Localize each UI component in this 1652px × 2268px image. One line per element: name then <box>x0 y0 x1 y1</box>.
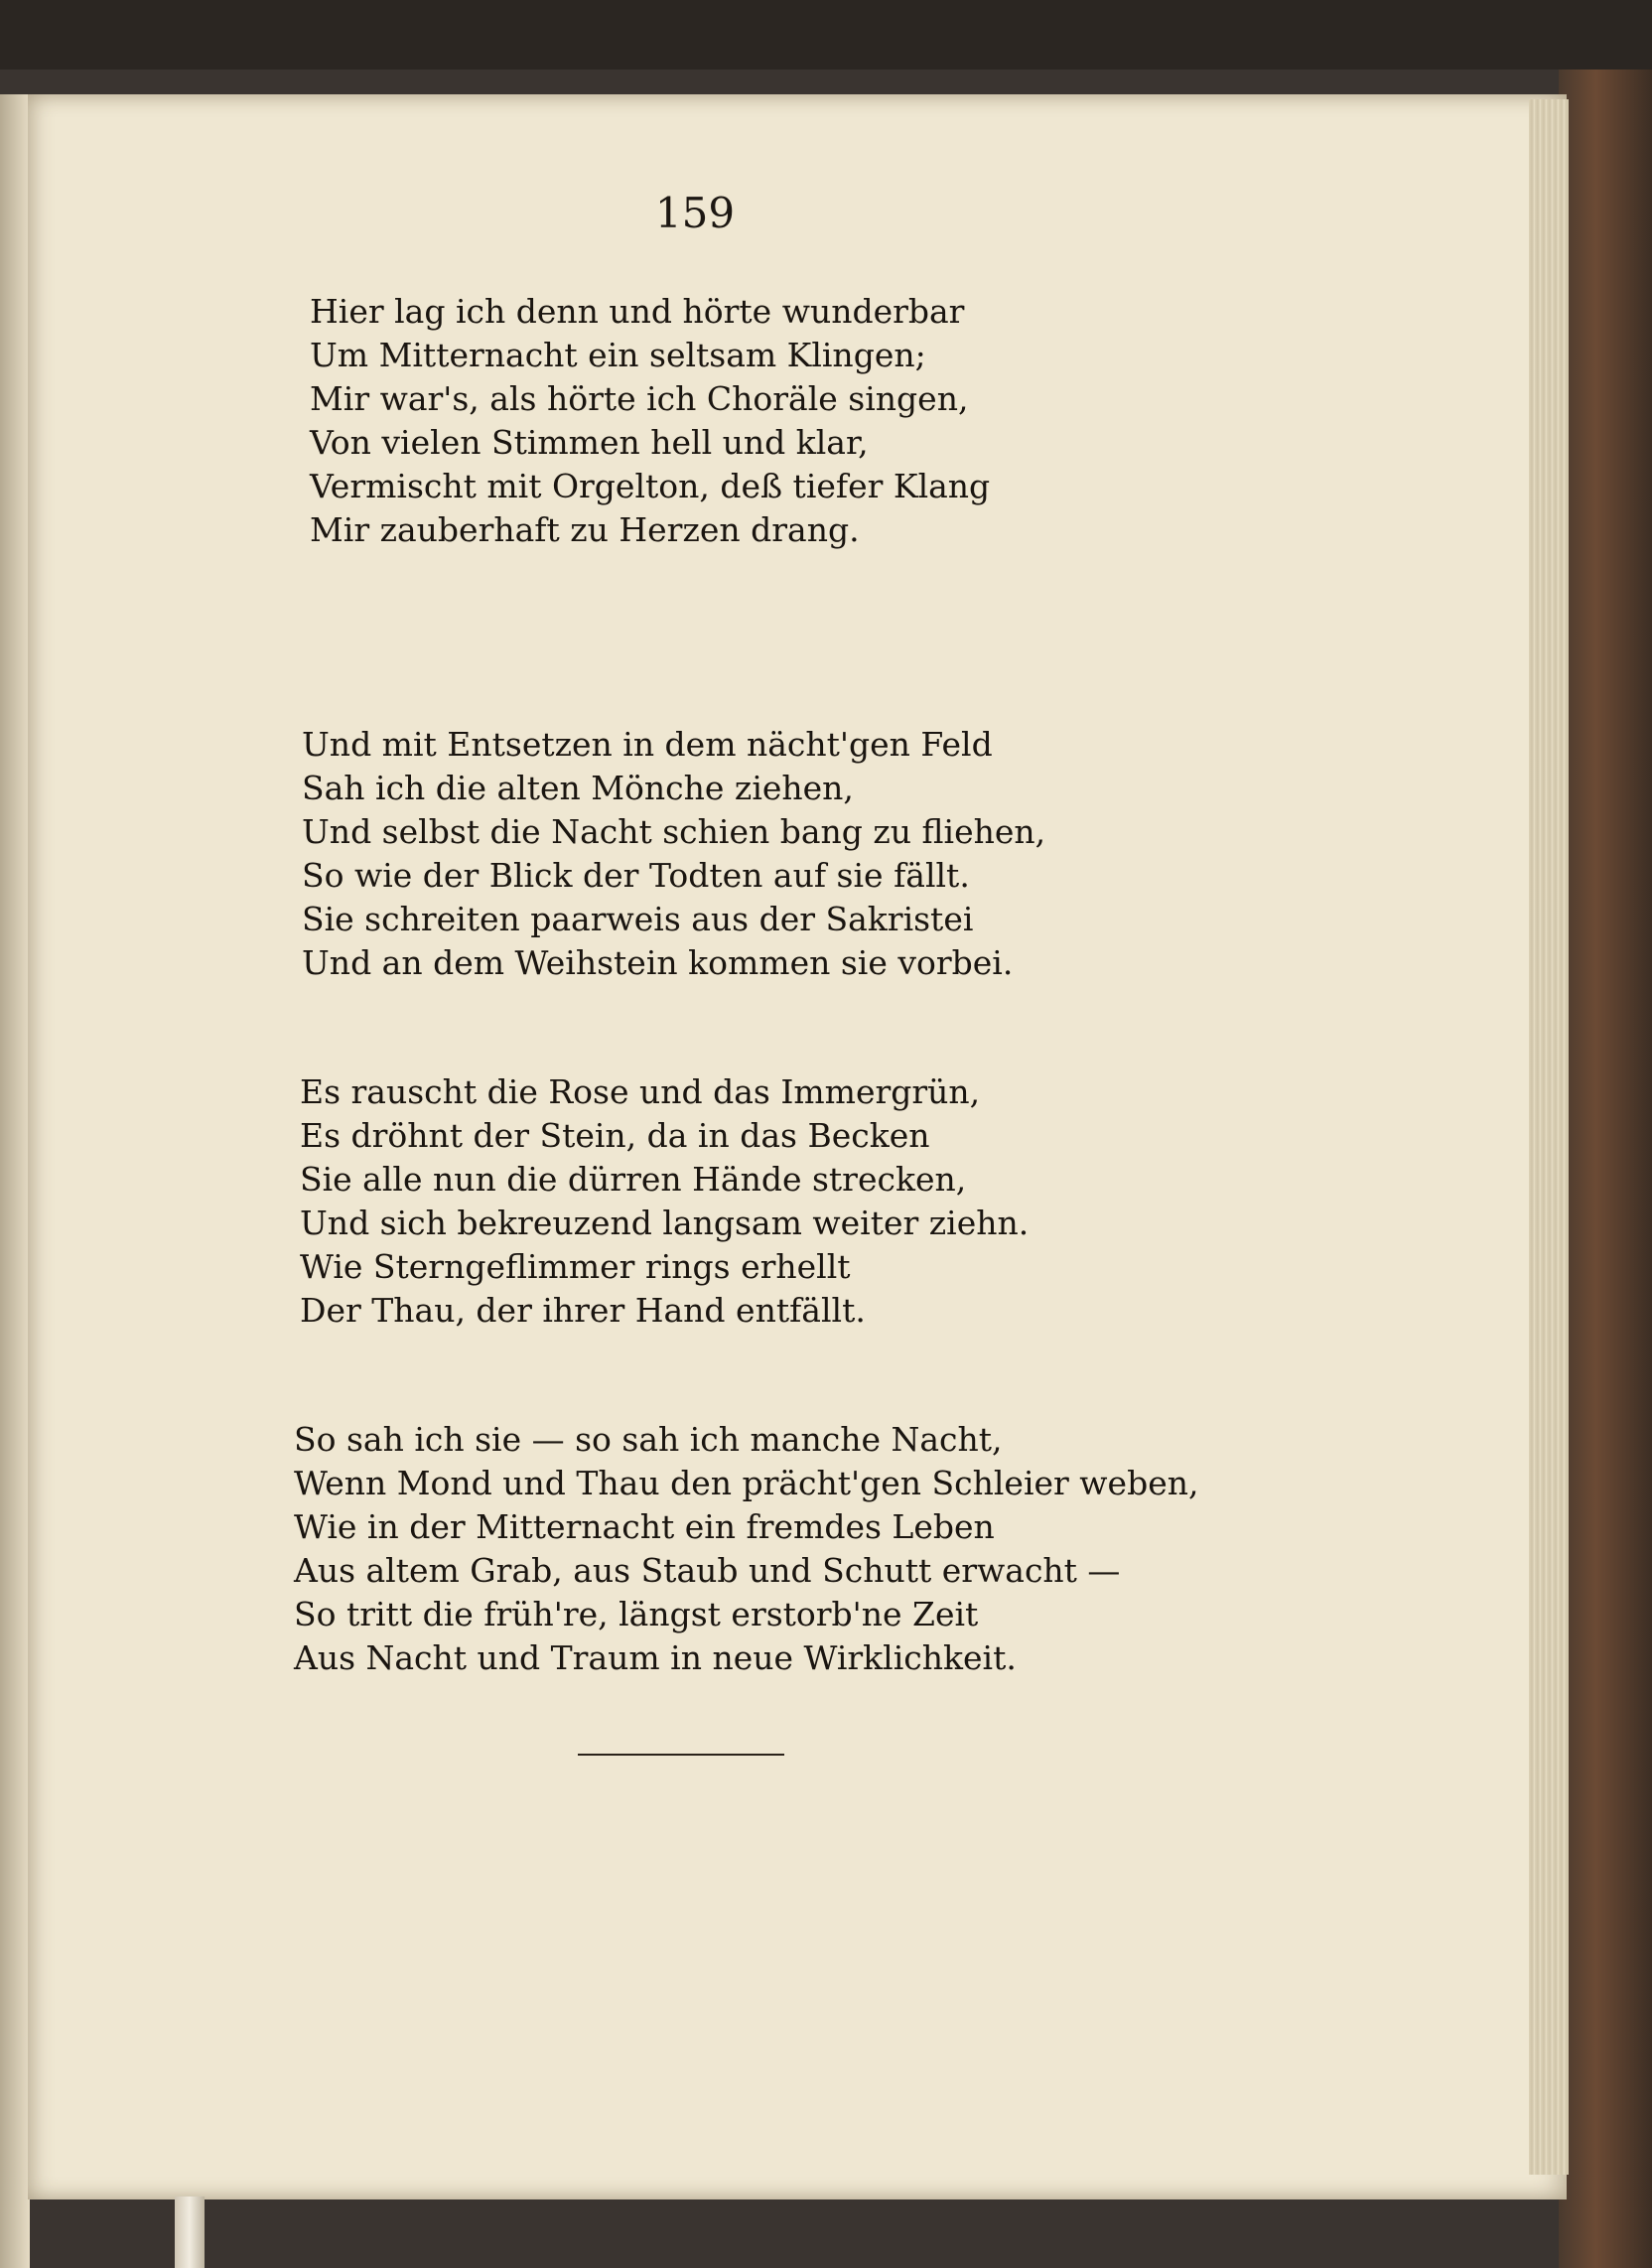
bookmark-ribbon <box>175 2197 205 2268</box>
poem-line: So tritt die früh're, längst erstorb'ne Zeit <box>294 1595 979 1633</box>
poem-line: Und mit Entsetzen in dem nächt'gen Feld <box>302 725 993 764</box>
poem-line: Und sich bekreuzend langsam weiter ziehn. <box>300 1204 1030 1242</box>
poem-line: Sie alle nun die dürren Hände strecken, <box>300 1160 967 1199</box>
poem-line: Und selbst die Nacht schien bang zu fliehen, <box>302 812 1046 851</box>
left-page-edge <box>0 94 30 2268</box>
stanza <box>310 290 990 552</box>
poem-line: Sie schreiten paarweis aus der Sakristei <box>302 900 974 938</box>
poem-line: Wenn Mond und Thau den prächt'gen Schleier weben, <box>294 1464 1199 1502</box>
poem-line: Der Thau, der ihrer Hand entfällt. <box>300 1291 866 1330</box>
stanza <box>302 723 1045 985</box>
poem-line: Aus Nacht und Traum in neue Wirklichkeit. <box>294 1638 1017 1677</box>
poem-line: Und an dem Weihstein kommen sie vorbei. <box>302 943 1014 982</box>
poem-line: Es rauscht die Rose und das Immergrün, <box>300 1072 981 1111</box>
poem-line: Aus altem Grab, aus Staub und Schutt erwacht — <box>294 1551 1121 1590</box>
poem-line: Wie in der Mitternacht ein fremdes Leben <box>294 1507 995 1546</box>
poem-line: So sah ich sie — so sah ich manche Nacht, <box>294 1420 1003 1459</box>
poem-line: Vermischt mit Orgelton, deß tiefer Klang <box>310 467 991 505</box>
end-rule-divider <box>578 1754 784 1756</box>
poem-line: Es dröhnt der Stein, da in das Becken <box>300 1116 930 1155</box>
poem-line: Von vielen Stimmen hell und klar, <box>310 423 869 462</box>
page-stack-edge <box>1529 99 1569 2175</box>
stanza <box>294 1418 1198 1680</box>
poem-line: Mir war's, als hörte ich Choräle singen, <box>310 379 969 418</box>
poem-line: Um Mitternacht ein seltsam Klingen; <box>310 336 926 374</box>
page-number: 159 <box>654 189 736 237</box>
poem-line: Sah ich die alten Mönche ziehen, <box>302 769 854 807</box>
poem-line: Mir zauberhaft zu Herzen drang. <box>310 510 860 549</box>
book-binding-edge <box>1559 70 1652 2268</box>
poem-line: Hier lag ich denn und hörte wunderbar <box>310 292 965 331</box>
stanza <box>300 1070 1029 1333</box>
poem-line: Wie Sterngeflimmer rings erhellt <box>300 1247 851 1286</box>
poem-line: So wie der Blick der Todten auf sie fällt. <box>302 856 970 895</box>
